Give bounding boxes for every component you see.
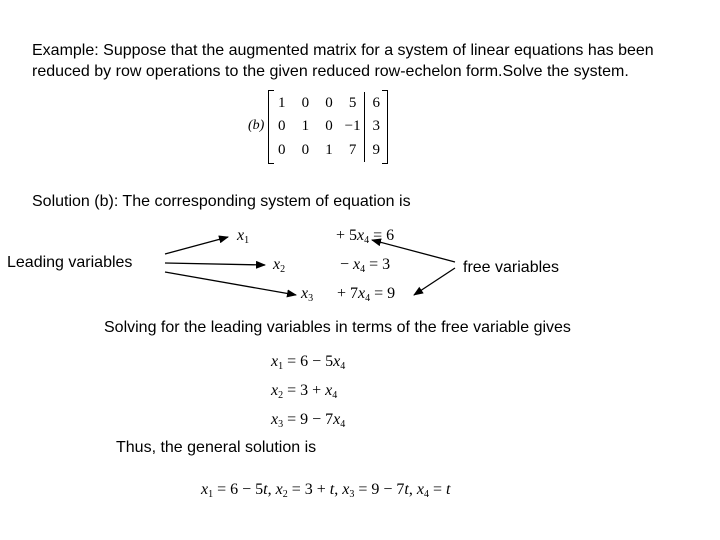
matrix-cell: 1	[325, 141, 333, 158]
matrix-cell: 0	[278, 141, 286, 158]
matrix-label: (b)	[248, 118, 265, 133]
matrix-cell: 1	[278, 95, 286, 112]
arrow-to-x1	[165, 237, 228, 254]
system-lead-x2: $x_2$	[273, 256, 286, 275]
arrow-to-x4-row3	[414, 268, 455, 295]
arrow-to-x2	[165, 263, 265, 265]
general-solution-heading: Thus, the general solution is	[116, 439, 317, 456]
solution-heading: Solution (b): The corresponding system of equation is	[32, 193, 411, 210]
matrix-cell: 7	[348, 141, 357, 158]
system-lead-x1: $x_1$	[237, 227, 250, 246]
solved-eq-1: $x_1 = 6 - 5x_4$	[271, 353, 346, 372]
arrow-to-x4-row1	[372, 240, 455, 262]
leading-variables-label: Leading variables	[7, 254, 133, 271]
matrix-cell: 0	[301, 95, 310, 112]
arrow-to-x3	[165, 272, 296, 295]
matrix-cell: 0	[301, 141, 310, 158]
system-rhs-2: − $x_4 = 3$	[340, 256, 391, 275]
matrix-cell: 9	[372, 141, 380, 158]
general-solution: $x_1 = 6 - 5t$, $x_2 = 3 + t$, $x_3 = 9 - 7t$, $x_4 = t$	[201, 481, 451, 500]
matrix-cell: 0	[325, 95, 333, 112]
matrix-cell: 0	[278, 118, 286, 135]
system-rhs-1: + $5x_4 = 6$	[336, 227, 395, 246]
matrix-cell: 1	[301, 118, 310, 135]
system-rhs-3: + $7x_4 = 9$	[337, 285, 396, 304]
matrix-cell: 0	[325, 118, 333, 135]
matrix-cell: 5	[348, 95, 357, 112]
solved-eq-2: $x_2 = 3 + x_4$	[271, 382, 338, 401]
system-lead-x3: $x_3$	[301, 285, 314, 304]
matrix-cell: 6	[372, 95, 380, 112]
solving-statement: Solving for the leading variables in terms of the free variable gives	[104, 319, 571, 336]
matrix-cell: −1	[344, 118, 361, 135]
matrix-cell: 3	[372, 118, 380, 135]
example-statement: Example: Suppose that the augmented matrix for a system of linear equations has been reduced by row operations to the given reduced row-echelon form.Solve the system.	[32, 42, 654, 80]
solved-eq-3: $x_3 = 9 - 7x_4$	[271, 411, 346, 430]
free-variables-label: free variables	[463, 259, 560, 276]
